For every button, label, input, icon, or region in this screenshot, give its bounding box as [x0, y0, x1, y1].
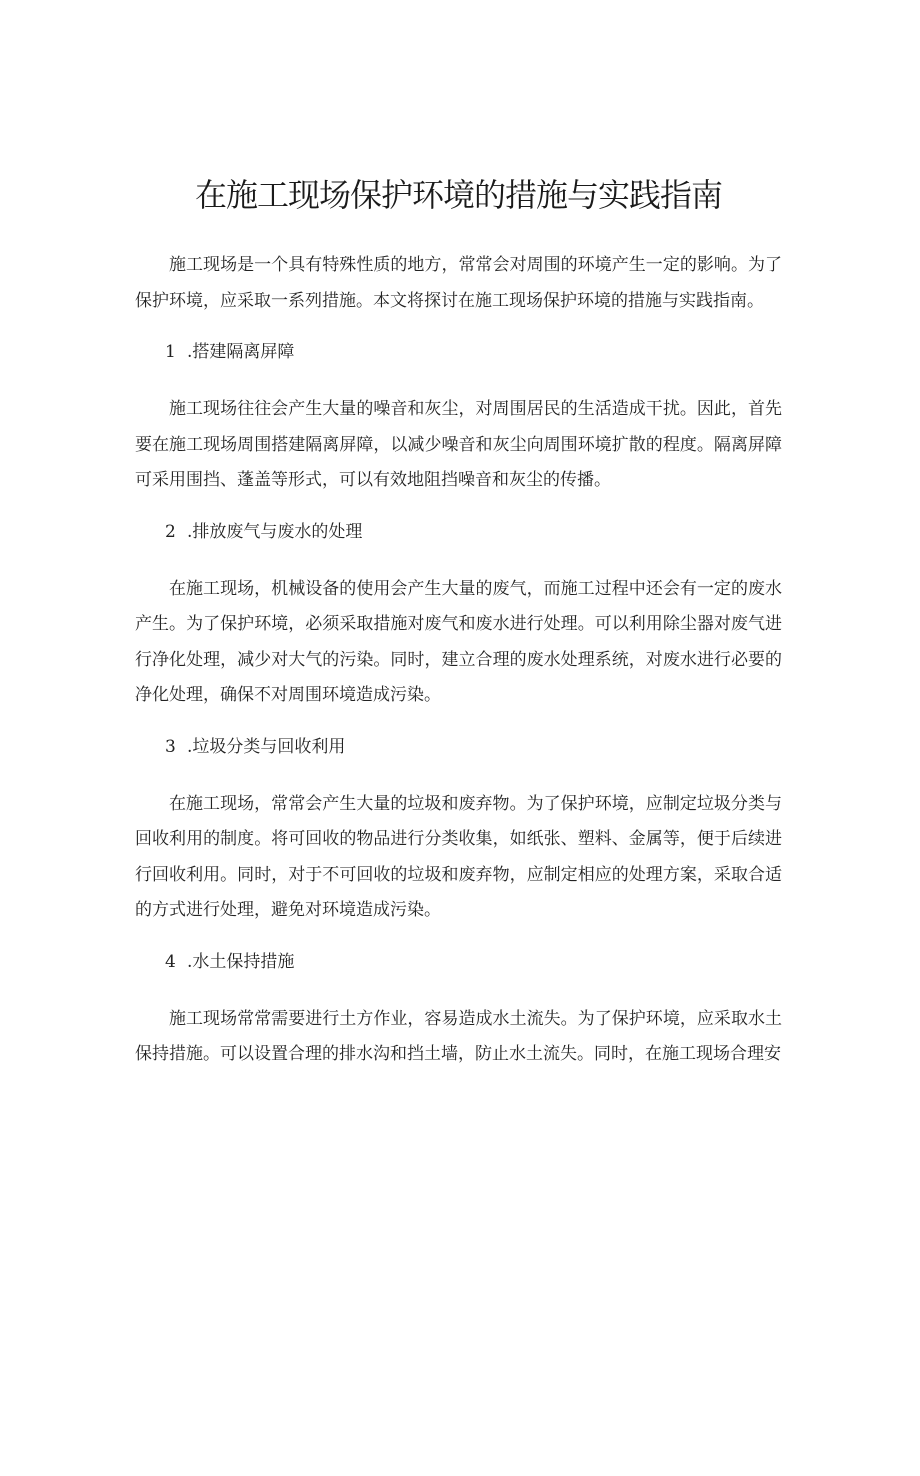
intro-paragraph: 施工现场是一个具有特殊性质的地方，常常会对周围的环境产生一定的影响。为了保护环境，应采取一系列措施。本文将探讨在施工现场保护环境的措施与实践指南。	[135, 255, 782, 311]
section-heading-text: .水土保持措施	[187, 951, 295, 972]
section-body: 施工现场往往会产生大量的噪音和灰尘，对周围居民的生活造成干扰。因此，首先要在施工现场周围搭建隔离屏障，以减少噪音和灰尘向周围环境扩散的程度。隔离屏障可采用围挡、蓬盖等形式，可以有效地阻挡噪音和灰尘的传播。	[135, 399, 782, 490]
page-title: 在施工现场保护环境的措施与实践指南	[194, 176, 722, 214]
section-heading	[135, 338, 782, 366]
section-heading	[135, 518, 782, 546]
section-number: 4	[165, 951, 176, 972]
section-number: 1	[165, 342, 176, 362]
section-1	[135, 338, 782, 499]
section-body: 在施工现场，机械设备的使用会产生大量的废气，而施工过程中还会有一定的废水产生。为了保护环境，必须采取措施对废气和废水进行处理。可以利用除尘器对废气进行净化处理，减少对大气的污染。同时，建立合理的废水处理系统，对废水进行必要的净化处理，确保不对周围环境造成污染。	[135, 578, 782, 705]
document-page	[0, 175, 920, 1476]
section-heading	[135, 948, 782, 976]
section-number: 3	[165, 736, 176, 757]
section-3	[135, 733, 782, 929]
section-heading	[135, 733, 782, 761]
section-heading-text: .搭建隔离屏障	[187, 342, 295, 362]
section-heading-text: .排放废气与废水的处理	[187, 521, 363, 542]
section-heading-text: .垃圾分类与回收利用	[187, 736, 346, 757]
section-body: 施工现场常常需要进行土方作业，容易造成水土流失。为了保护环境，应采取水土保持措施。可以设置合理的排水沟和挡土墙，防止水土流失。同时，在施工现场合理安	[135, 1008, 782, 1064]
section-body: 在施工现场，常常会产生大量的垃圾和废弃物。为了保护环境，应制定垃圾分类与回收利用的制度。将可回收的物品进行分类收集，如纸张、塑料、金属等，便于后续进行回收利用。同时，对于不可回收的垃圾和废弃物，应制定相应的处理方案，采取合适的方式进行处理，避免对环境造成污染。	[135, 793, 782, 920]
section-2	[135, 518, 782, 714]
section-number: 2	[165, 521, 176, 542]
section-4	[135, 948, 782, 1073]
